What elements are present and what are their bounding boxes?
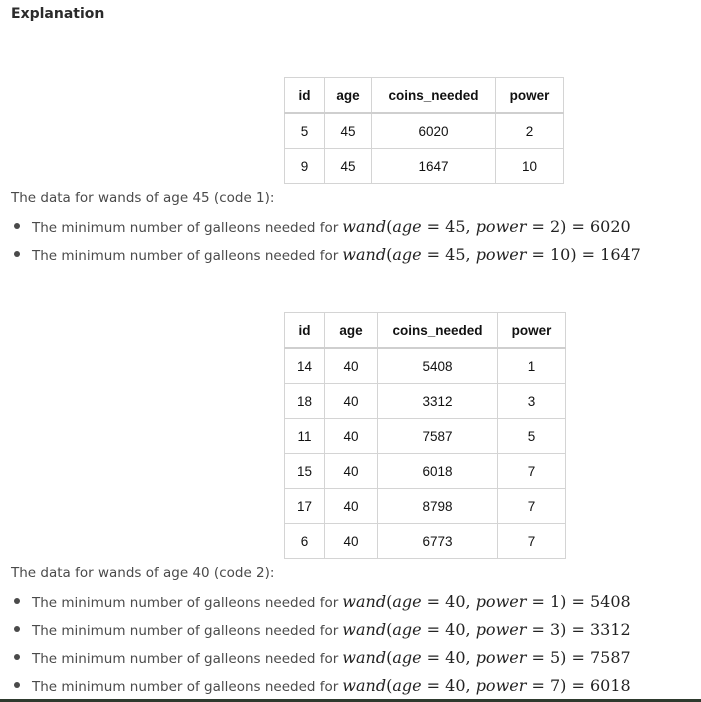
math-expression: wand(age = 40, power = 5) = 7587 bbox=[342, 648, 631, 667]
cell-id: 9 bbox=[285, 149, 325, 184]
table-row bbox=[285, 419, 566, 454]
table-row bbox=[285, 348, 566, 384]
bullet-text: The minimum number of galleons needed for bbox=[32, 651, 339, 667]
bullet-icon bbox=[14, 223, 20, 229]
section2-intro: The data for wands of age 40 (code 2): bbox=[11, 565, 275, 581]
cell-id: 15 bbox=[285, 454, 325, 489]
cell-coins-needed: 6773 bbox=[378, 524, 498, 559]
section1-list bbox=[11, 213, 641, 269]
cell-id: 18 bbox=[285, 384, 325, 419]
list-item bbox=[11, 672, 631, 700]
cell-age: 40 bbox=[325, 454, 378, 489]
cell-power: 10 bbox=[496, 149, 564, 184]
cell-age: 40 bbox=[325, 489, 378, 524]
cell-power: 2 bbox=[496, 113, 564, 149]
column-header-id: id bbox=[285, 313, 325, 349]
cell-coins-needed: 6018 bbox=[378, 454, 498, 489]
bullet-icon bbox=[14, 626, 20, 632]
math-expression: wand(age = 40, power = 1) = 5408 bbox=[342, 592, 631, 611]
cell-id: 6 bbox=[285, 524, 325, 559]
table-header-row bbox=[285, 313, 566, 349]
cell-power: 1 bbox=[498, 348, 566, 384]
column-header-id: id bbox=[285, 78, 325, 114]
list-item bbox=[11, 588, 631, 616]
cell-id: 14 bbox=[285, 348, 325, 384]
cell-id: 11 bbox=[285, 419, 325, 454]
cell-power: 7 bbox=[498, 524, 566, 559]
table-row bbox=[285, 149, 564, 184]
cell-age: 40 bbox=[325, 348, 378, 384]
column-header-coins-needed: coins_needed bbox=[378, 313, 498, 349]
section1-intro: The data for wands of age 45 (code 1): bbox=[11, 190, 275, 206]
cell-power: 3 bbox=[498, 384, 566, 419]
cell-coins-needed: 6020 bbox=[372, 113, 496, 149]
wands-table-age-45 bbox=[284, 77, 564, 184]
cell-id: 5 bbox=[285, 113, 325, 149]
bullet-icon bbox=[14, 654, 20, 660]
column-header-age: age bbox=[325, 78, 372, 114]
bullet-icon bbox=[14, 598, 20, 604]
section2-list bbox=[11, 588, 631, 700]
list-item bbox=[11, 213, 641, 241]
cell-id: 17 bbox=[285, 489, 325, 524]
cell-power: 7 bbox=[498, 454, 566, 489]
cell-age: 40 bbox=[325, 524, 378, 559]
cell-coins-needed: 7587 bbox=[378, 419, 498, 454]
table-row bbox=[285, 524, 566, 559]
explanation-heading: Explanation bbox=[11, 6, 105, 22]
table-row bbox=[285, 113, 564, 149]
cell-age: 40 bbox=[325, 384, 378, 419]
cell-coins-needed: 3312 bbox=[378, 384, 498, 419]
cell-power: 7 bbox=[498, 489, 566, 524]
math-expression: wand(age = 45, power = 2) = 6020 bbox=[342, 217, 631, 236]
table-header-row bbox=[285, 78, 564, 114]
wands-table-age-40 bbox=[284, 312, 566, 559]
column-header-power: power bbox=[498, 313, 566, 349]
cell-coins-needed: 1647 bbox=[372, 149, 496, 184]
list-item bbox=[11, 644, 631, 672]
cell-power: 5 bbox=[498, 419, 566, 454]
bullet-text: The minimum number of galleons needed for bbox=[32, 623, 339, 639]
bullet-icon bbox=[14, 251, 20, 257]
column-header-power: power bbox=[496, 78, 564, 114]
cell-age: 45 bbox=[325, 113, 372, 149]
math-expression: wand(age = 40, power = 3) = 3312 bbox=[342, 620, 631, 639]
bullet-text: The minimum number of galleons needed for bbox=[32, 679, 339, 695]
bullet-text: The minimum number of galleons needed for bbox=[32, 595, 339, 611]
table-row bbox=[285, 454, 566, 489]
column-header-coins-needed: coins_needed bbox=[372, 78, 496, 114]
table-row bbox=[285, 384, 566, 419]
bullet-text: The minimum number of galleons needed for bbox=[32, 220, 339, 236]
math-expression: wand(age = 40, power = 7) = 6018 bbox=[342, 676, 631, 695]
cell-coins-needed: 5408 bbox=[378, 348, 498, 384]
column-header-age: age bbox=[325, 313, 378, 349]
cell-age: 45 bbox=[325, 149, 372, 184]
cell-coins-needed: 8798 bbox=[378, 489, 498, 524]
table-row bbox=[285, 489, 566, 524]
bullet-icon bbox=[14, 682, 20, 688]
cell-age: 40 bbox=[325, 419, 378, 454]
list-item bbox=[11, 241, 641, 269]
math-expression: wand(age = 45, power = 10) = 1647 bbox=[342, 245, 641, 264]
bullet-text: The minimum number of galleons needed for bbox=[32, 248, 339, 264]
list-item bbox=[11, 616, 631, 644]
